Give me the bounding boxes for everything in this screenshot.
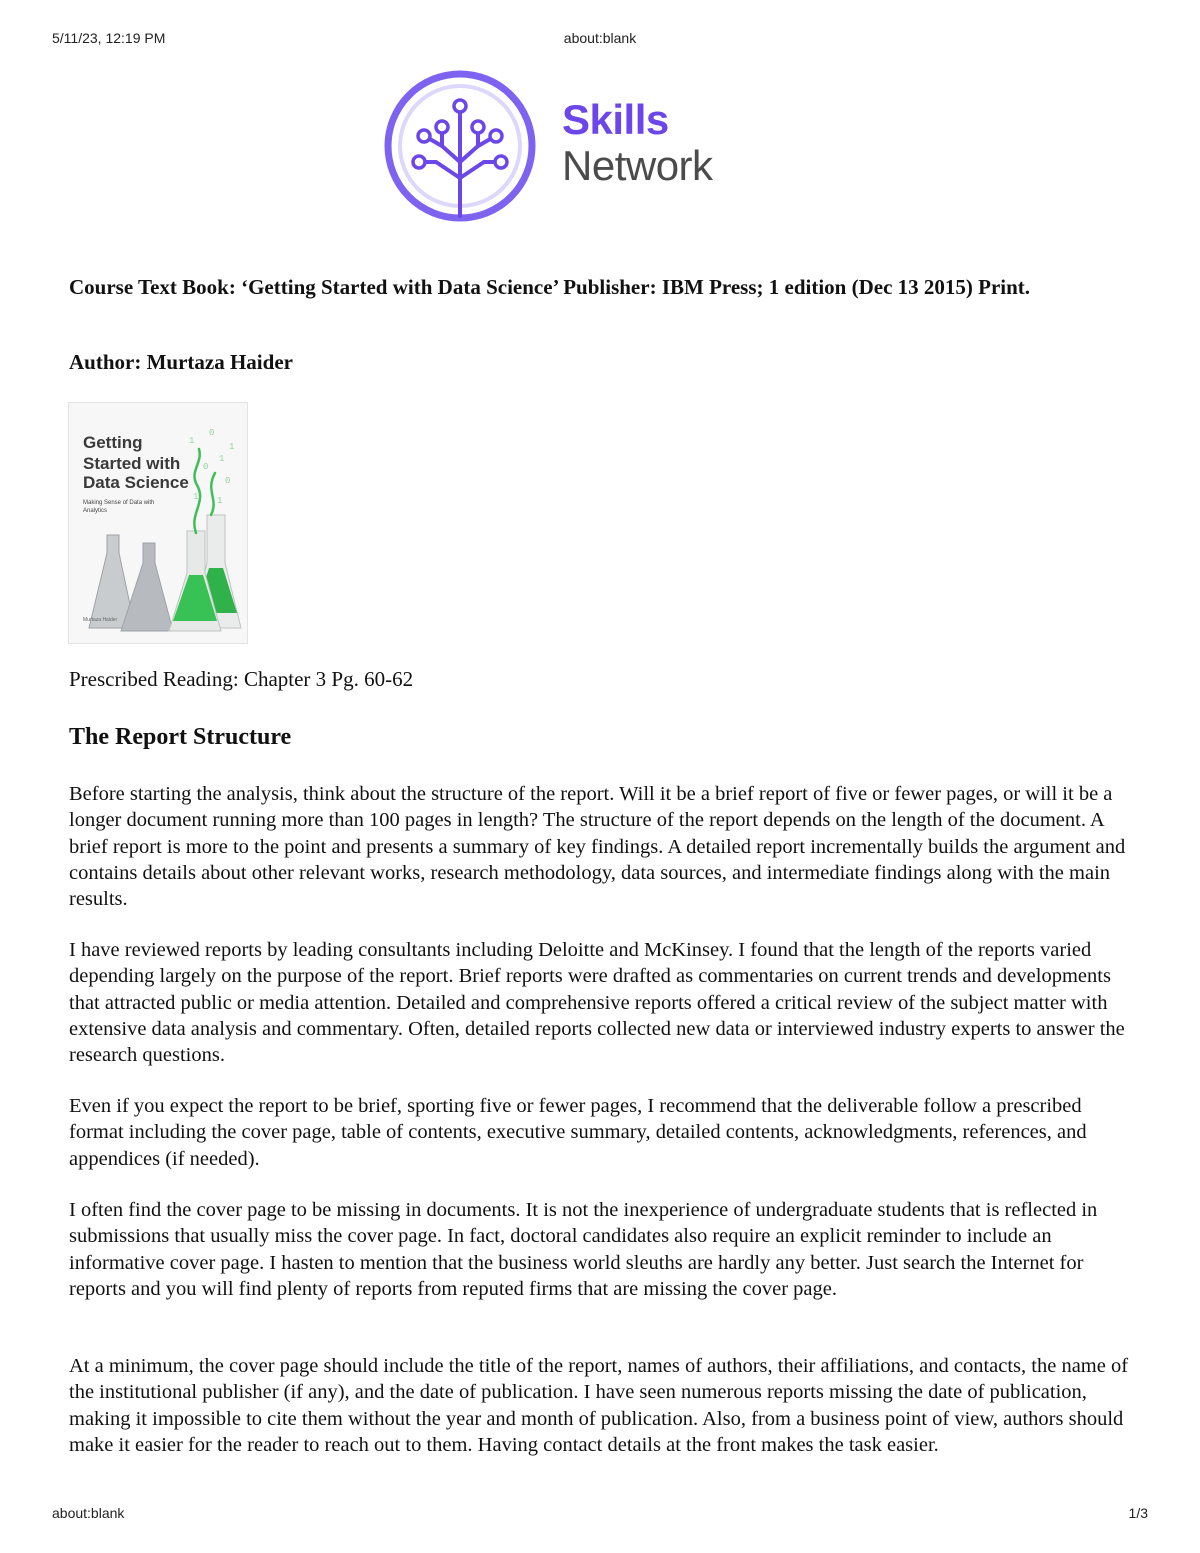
svg-text:1: 1 <box>229 442 235 452</box>
paragraph: At a minimum, the cover page should include the title of the report, names of authors, their affiliations, and contacts, the name of the institutional publisher (if any), and the date of publication. I have seen numerous reports missing the date of publication, making it impossible to cite them without the year and month of publication. Also, from a business point of view, authors should make it easier for the reader to reach out to them. Having contact details at the front makes the task easier. <box>69 1355 1129 1456</box>
section-heading: The Report Structure <box>69 724 292 750</box>
book-cover-image <box>68 402 248 644</box>
print-footer <box>0 1505 1200 1525</box>
svg-text:0: 0 <box>203 462 209 472</box>
cover-subtitle: Making Sense of Data with Analytics <box>83 500 155 514</box>
paragraph: I often find the cover page to be missing in documents. It is not the inexperience of undergraduate students that is reflected in submissions that usually miss the cover page. In fact, doctoral candidates also require an explicit reminder to include an informative cover page. I hasten to mention that the business world sleuths are hardly any better. Just search the Internet for reports and you will find plenty of reports from reputed firms that are missing the cover page. <box>69 1199 1098 1300</box>
svg-text:1: 1 <box>189 436 195 446</box>
author-line: Author: Murtaza Haider <box>69 350 293 374</box>
page-number: 1/3 <box>1128 1505 1148 1521</box>
svg-text:1: 1 <box>193 492 199 502</box>
svg-text:0: 0 <box>209 428 215 438</box>
print-header-datetime: 5/11/23, 12:19 PM <box>52 30 166 46</box>
print-footer-url: about:blank <box>52 1505 125 1521</box>
skills-network-logo <box>380 66 760 226</box>
cover-title-line-3: Data Science <box>83 473 189 492</box>
prescribed-reading: Prescribed Reading: Chapter 3 Pg. 60-62 <box>69 667 414 691</box>
print-header <box>0 30 1200 50</box>
cover-title-line-1: Getting <box>83 433 143 452</box>
svg-text:1: 1 <box>217 496 223 506</box>
cover-author: Murtaza Haider <box>83 617 118 623</box>
print-header-title: about:blank <box>563 30 637 46</box>
paragraph: I have reviewed reports by leading consultants including Deloitte and McKinsey. I found that the length of the reports varied depending largely on the purpose of the report. Brief reports were drafted as commentaries on current trends and developments that attracted public or media attention. Detailed and comprehensive reports offered a critical review of the subject matter with extensive data analysis and commentary. Often, detailed reports collected new data or interviewed industry experts to answer the research questions. <box>69 939 1125 1067</box>
tree-network-icon <box>380 66 540 226</box>
paragraph: Before starting the analysis, think about the structure of the report. Will it be a brief report of five or fewer pages, or will it be a longer document running more than 100 pages in length? The structure of the report depends on the length of the document. A brief report is more to the point and presents a summary of key findings. A detailed report incrementally builds the argument and contains details about other relevant works, research methodology, data sources, and intermediate findings along with the main results. <box>69 783 1126 911</box>
paragraph: Even if you expect the report to be brief, sporting five or fewer pages, I recommend that the deliverable follow a prescribed format including the cover page, table of contents, executive summary, detailed contents, acknowledgments, references, and appendices (if needed). <box>69 1095 1087 1170</box>
cover-title-line-2: Started with <box>83 454 181 473</box>
svg-text:0: 0 <box>225 476 231 486</box>
svg-text:1: 1 <box>219 454 225 464</box>
logo-word-network: Network <box>562 142 713 189</box>
course-textbook-line: Course Text Book: ‘Getting Started with Data Science’ Publisher: IBM Press; 1 edition (Dec 13 2015) Print. <box>69 275 1031 299</box>
logo-word-skills: Skills <box>562 96 669 143</box>
